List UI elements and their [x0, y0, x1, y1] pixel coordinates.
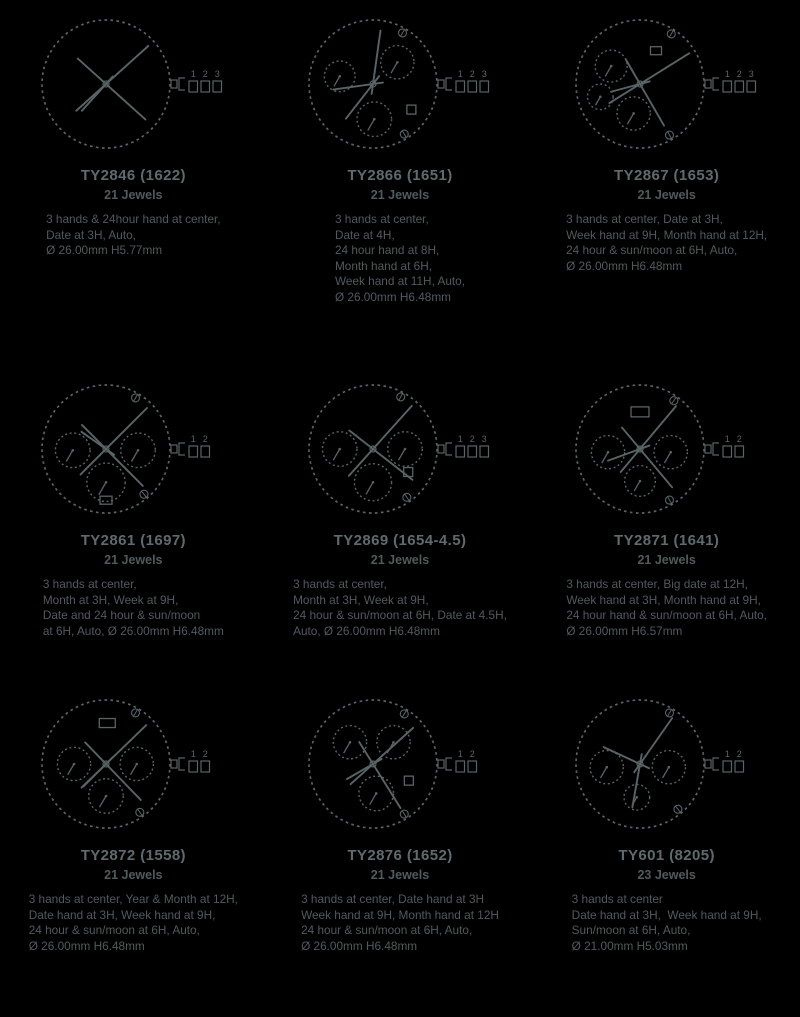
spec-line: 3 hands at center,: [42, 577, 137, 591]
spec-line: Month hand at 6H,: [334, 258, 433, 273]
movement-card: [533, 692, 800, 1005]
movement-specs: [301, 892, 499, 954]
spec-line: Sun/moon at 6H, Auto,: [571, 923, 691, 937]
movement-title: TY2861 (1697): [80, 532, 186, 549]
movement-title: TY2869 (1654-4.5): [333, 532, 467, 549]
svg-text:1: 1: [724, 434, 730, 444]
movement-title: TY2867 (1653): [614, 167, 720, 184]
movement-specs: [566, 577, 767, 639]
movement-jewel-count: 21 Jewels: [637, 188, 696, 202]
spec-line: Month at 3H, Week at 9H,: [293, 592, 429, 607]
movement-diagram: [295, 692, 505, 842]
movement-jewel-count: 21 Jewels: [637, 553, 696, 567]
movement-diagram: [562, 12, 772, 162]
movement-specs: [293, 577, 507, 639]
movement-jewel-count: 21 Jewels: [370, 188, 430, 202]
spec-line: Date at 4H,: [334, 227, 395, 242]
spec-line: 24 hour & sun/moon at 6H, Auto,: [28, 923, 200, 937]
spec-line: Date hand at 3H, Week hand at 9H,: [571, 907, 762, 922]
spec-line: 24 hour hand at 8H,: [334, 243, 440, 257]
spec-line: 3 hands at center, Big date at 12H,: [566, 577, 748, 591]
spec-line: Date hand at 3H, Week hand at 9H,: [28, 907, 216, 922]
movement-diagram: [295, 377, 505, 527]
movement-title: TY2876 (1652): [347, 847, 453, 864]
movement-card: [533, 12, 800, 377]
movement-jewel-count: 21 Jewels: [370, 868, 430, 882]
svg-text:2: 2: [469, 434, 475, 444]
svg-text:2: 2: [203, 749, 209, 759]
movement-specs: [43, 577, 224, 639]
movement-specs: [46, 212, 220, 259]
svg-text:2: 2: [203, 434, 209, 444]
spec-line: Week hand at 9H, Month hand at 12H: [301, 907, 499, 922]
movement-jewel-count: 21 Jewels: [104, 553, 163, 567]
spec-line: 3 hands at center: [571, 892, 663, 906]
movement-diagram: [28, 12, 238, 162]
movement-card: [0, 692, 267, 1005]
spec-line: Ø 26.00mm H6.48mm: [301, 938, 418, 953]
svg-text:3: 3: [748, 69, 754, 79]
movement-card: [533, 377, 800, 692]
spec-line: 3 hands at center, Year & Month at 12H,: [28, 892, 238, 906]
svg-text:1: 1: [191, 749, 197, 759]
svg-text:2: 2: [469, 749, 475, 759]
spec-line: Ø 26.00mm H5.77mm: [46, 243, 163, 257]
spec-line: Ø 26.00mm H6.48mm: [566, 258, 683, 273]
movement-jewel-count: 21 Jewels: [370, 553, 430, 567]
svg-text:2: 2: [736, 434, 742, 444]
movement-card: [267, 377, 534, 692]
svg-text:2: 2: [736, 749, 742, 759]
movement-card: [267, 692, 534, 1005]
spec-line: 3 hands at center,: [293, 577, 387, 591]
spec-line: at 6H, Auto, Ø 26.00mm H6.48mm: [42, 623, 224, 638]
spec-line: Ø 26.00mm H6.48mm: [334, 289, 451, 304]
movement-specs: [335, 212, 465, 305]
movement-jewel-count: 21 Jewels: [104, 868, 163, 882]
movement-card: [0, 377, 267, 692]
spec-line: 3 hands & 24hour hand at center,: [46, 212, 221, 226]
spec-line: 24 hour hand & sun/moon at 6H, Auto,: [566, 608, 767, 622]
movement-card: [0, 12, 267, 377]
movement-card: [267, 12, 534, 377]
movement-diagram: [562, 377, 772, 527]
spec-line: Ø 26.00mm H6.48mm: [28, 938, 145, 953]
svg-text:2: 2: [469, 69, 475, 79]
movement-title: TY601 (8205): [618, 847, 715, 864]
svg-text:1: 1: [724, 69, 730, 79]
spec-line: 3 hands at center, Date at 3H,: [566, 212, 723, 226]
spec-line: Ø 26.00mm H6.57mm: [566, 623, 683, 638]
svg-text:3: 3: [481, 69, 487, 79]
movement-jewel-count: 21 Jewels: [104, 188, 163, 202]
spec-line: Week hand at 3H, Month hand at 9H,: [566, 592, 761, 607]
svg-text:3: 3: [481, 434, 487, 444]
movement-title: TY2871 (1641): [614, 532, 720, 549]
movement-specs: [566, 212, 767, 274]
movement-diagram: [28, 377, 238, 527]
svg-text:1: 1: [191, 69, 197, 79]
spec-line: Week hand at 11H, Auto,: [334, 274, 466, 288]
spec-line: Month at 3H, Week at 9H,: [42, 592, 179, 607]
svg-text:2: 2: [736, 69, 742, 79]
spec-line: 24 hour & sun/moon at 6H, Auto,: [566, 243, 738, 257]
movement-diagram: [28, 692, 238, 842]
movement-title: TY2846 (1622): [80, 167, 186, 184]
svg-text:1: 1: [191, 434, 197, 444]
spec-line: Date and 24 hour & sun/moon: [42, 608, 201, 622]
svg-text:2: 2: [203, 69, 209, 79]
spec-line: 3 hands at center,: [334, 212, 429, 226]
movement-diagram: [562, 692, 772, 842]
svg-text:3: 3: [215, 69, 221, 79]
movement-jewel-count: 23 Jewels: [637, 868, 696, 882]
spec-line: Date at 3H, Auto,: [46, 227, 136, 242]
spec-line: 24 hour & sun/moon at 6H, Date at 4.5H,: [293, 608, 507, 622]
svg-text:1: 1: [457, 69, 463, 79]
svg-text:1: 1: [457, 749, 463, 759]
movement-title: TY2866 (1651): [347, 167, 453, 184]
spec-line: Ø 21.00mm H5.03mm: [571, 938, 688, 953]
movement-specs: [29, 892, 238, 954]
svg-text:1: 1: [724, 749, 730, 759]
spec-line: Week hand at 9H, Month hand at 12H,: [566, 227, 768, 242]
movement-title: TY2872 (1558): [80, 847, 186, 864]
movement-diagram: [295, 12, 505, 162]
spec-line: 3 hands at center, Date hand at 3H: [301, 892, 485, 906]
spec-line: Auto, Ø 26.00mm H6.48mm: [293, 623, 440, 638]
movement-specs: [572, 892, 762, 954]
svg-text:1: 1: [457, 434, 463, 444]
spec-line: 24 hour & sun/moon at 6H, Auto,: [301, 923, 473, 937]
